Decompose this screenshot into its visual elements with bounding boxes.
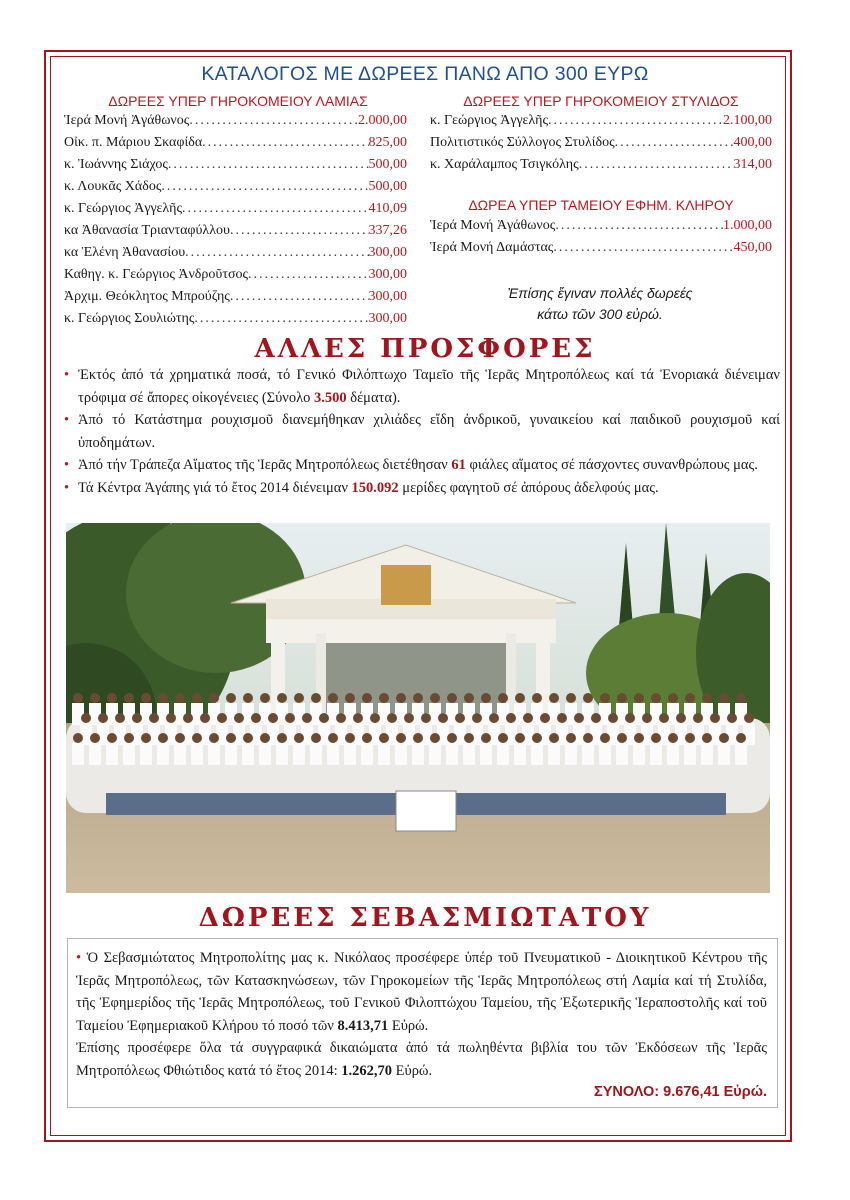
offer-bullet xyxy=(60,409,780,454)
metropolitan-amount-2: 1.262,70 xyxy=(341,1062,393,1079)
donation-row xyxy=(64,308,407,330)
donation-row xyxy=(64,286,407,308)
offer-text: Ἐκτός ἀπό τά χρηματικά ποσά, τό Γενικό Φιλόπτωχο Ταμεῖο τῆς Ἱερᾶς Μητροπόλεως καί τά Ἐνοριακά διένειμαν τρόφιμα σέ ἄπορες οἰκογένειες (Σύνολο xyxy=(78,367,780,406)
donor-name: κ. Ἰωάννης Σιάχος xyxy=(64,157,168,172)
metropolitan-text-1-end: Εὐρώ. xyxy=(388,1017,429,1034)
donation-amount: 400,00 xyxy=(733,135,772,150)
dot-leader xyxy=(248,264,368,286)
offer-text: Ἀπό τήν Τράπεζα Αἵματος τῆς Ἱερᾶς Μητροπόλεως διετέθησαν xyxy=(78,457,452,473)
donation-amount: 1.000,00 xyxy=(723,218,772,233)
dot-leader xyxy=(189,110,358,132)
donor-name: Οἰκ. π. Μάριου Σκαφίδα xyxy=(64,135,203,150)
donor-name: κ. Γεώργιος Ἀγγελῆς xyxy=(64,201,183,216)
other-offers-list xyxy=(60,364,780,499)
donation-amount: 825,00 xyxy=(368,135,407,150)
stylida-donations-list xyxy=(430,110,772,176)
offer-text: Τά Κέντρα Ἀγάπης γιά τό ἔτος 2014 διένειμαν xyxy=(78,479,352,496)
donation-row xyxy=(64,110,407,132)
donation-amount: 300,00 xyxy=(368,289,407,304)
royalties-paragraph xyxy=(76,1037,767,1082)
camp-group-photo-image xyxy=(66,523,770,893)
dot-leader xyxy=(615,132,734,154)
total-amount: ΣΥΝΟΛΟ: 9.676,41 Εὐρώ. xyxy=(594,1083,767,1100)
donation-amount: 300,00 xyxy=(368,267,407,282)
donation-row xyxy=(64,176,407,198)
donor-name: κ. Γεώργιος Σουλιώτης xyxy=(64,311,195,326)
donation-amount: 300,00 xyxy=(368,311,407,326)
donor-name: Ἱερά Μονή Ἀγάθωνος xyxy=(430,218,556,233)
donation-row xyxy=(430,132,772,154)
group-photo xyxy=(66,523,770,893)
donation-amount: 337,26 xyxy=(368,223,407,238)
metropolitan-donations-title: ΔΩΡΕΕΣ ΣΕΒΑΣΜΙΩΤΑΤΟΥ xyxy=(198,903,652,933)
donation-amount: 2.000,00 xyxy=(358,113,407,128)
offer-highlight-number: 3.500 xyxy=(314,389,347,406)
other-offers-title: ΑΛΛΕΣ ΠΡΟΣΦΟΡΕΣ xyxy=(254,334,596,364)
donation-amount: 314,00 xyxy=(733,157,772,172)
dot-leader xyxy=(202,132,368,154)
donation-amount: 450,00 xyxy=(733,240,772,255)
small-donations-note xyxy=(470,283,730,325)
dot-leader xyxy=(579,154,734,176)
donation-row xyxy=(64,198,407,220)
offer-bullet xyxy=(60,477,780,500)
dot-leader xyxy=(168,154,369,176)
tameio-donations-list xyxy=(430,215,772,259)
donor-name: Ἱερά Μονή Δαμάστας xyxy=(430,240,554,255)
dot-leader xyxy=(182,198,368,220)
note-line-2: κάτω τῶν 300 εὐρώ. xyxy=(537,306,663,322)
stylida-section-title: ΔΩΡΕΕΣ ΥΠΕΡ ΓΗΡΟΚΟΜΕΙΟΥ ΣΤΥΛΙΔΟΣ xyxy=(463,93,739,109)
donation-row xyxy=(64,220,407,242)
lamia-donations-list xyxy=(64,110,407,330)
metropolitan-text-2-end: Εὐρώ. xyxy=(392,1062,433,1079)
note-line-1: Ἐπίσης ἔγιναν πολλές δωρεές xyxy=(507,285,693,301)
dot-leader xyxy=(230,286,369,308)
metropolitan-amount-1: 8.413,71 xyxy=(337,1017,389,1034)
donation-row xyxy=(430,215,772,237)
donation-amount: 300,00 xyxy=(368,245,407,260)
dot-leader xyxy=(553,237,733,259)
offer-text-end: δέματα). xyxy=(346,389,401,406)
offer-text-end: μερίδες φαγητοῦ σέ ἀπόρους ἀδελφούς μας. xyxy=(398,479,659,496)
donation-amount: 500,00 xyxy=(368,157,407,172)
donation-row xyxy=(64,132,407,154)
donor-name: κ. Γεώργιος Ἀγγελῆς xyxy=(430,113,549,128)
tameio-section-title: ΔΩΡΕΑ ΥΠΕΡ ΤΑΜΕΙΟΥ ΕΦΗΜ. ΚΛΗΡΟΥ xyxy=(468,197,734,213)
metropolitan-donation-paragraph: • Ὁ Σεβασμιώτατος Μητροπολίτης μας κ. Νικόλαος προσέφερε ὑπέρ τοῦ Πνευματικοῦ - Διοικητικοῦ Κέντρου τῆς Ἱερᾶς Μητροπόλεως, τῶν Κατασκηνώσεων, τῶν Γηροκομείων τῆς Ἱερᾶς Μητροπόλεως στή Λαμία καί τή Στυλίδα, τῆς Ἐφημερίδος τῆς Ἱερᾶς Μητροπόλεως, τοῦ Γενικοῦ Φιλοπτώχου Ταμείου, τῆς Ἐξωτερικῆς Ἱεραποστολῆς καί τοῦ Ταμείου Ἐφημεριακοῦ Κλήρου τό ποσό τῶν 8.413,71 Εὐρώ. xyxy=(76,950,767,1034)
donation-row xyxy=(64,242,407,264)
donor-name: κα Ἀθανασία Τριανταφύλλου xyxy=(64,223,230,238)
donation-amount: 500,00 xyxy=(368,179,407,194)
metropolitan-text-2: Ἐπίσης προσέφερε ὅλα τά συγγραφικά δικαιώματα ἀπό τά πωληθέντα βιβλία του τῶν Ἐκδόσεων τῆς Ἱερᾶς Μητροπόλεως Φθιώτιδος κατά τό ἔτος 2014: xyxy=(76,1040,767,1079)
dot-leader xyxy=(161,176,368,198)
donor-name: κ. Χαράλαμπος Τσιγκόλης xyxy=(430,157,579,172)
offer-bullet xyxy=(60,454,780,477)
donation-row xyxy=(64,154,407,176)
dot-leader xyxy=(555,215,723,237)
offer-bullet xyxy=(60,364,780,409)
offer-highlight-number: 61 xyxy=(451,457,466,473)
offer-highlight-number: 150.092 xyxy=(351,479,399,496)
dot-leader xyxy=(194,308,368,330)
dot-leader xyxy=(185,242,368,264)
donor-name: Καθηγ. κ. Γεώργιος Ἀνδροῦτσος xyxy=(64,267,249,282)
donation-row xyxy=(430,110,772,132)
metropolitan-donations-box xyxy=(67,938,778,1108)
donation-amount: 410,09 xyxy=(368,201,407,216)
donation-row xyxy=(430,237,772,259)
dot-leader xyxy=(548,110,723,132)
donation-amount: 2.100,00 xyxy=(723,113,772,128)
dot-leader xyxy=(230,220,369,242)
metropolitan-text-1: Ὁ Σεβασμιώτατος Μητροπολίτης μας κ. Νικόλαος προσέφερε ὑπέρ τοῦ Πνευματικοῦ - Διοικητικοῦ Κέντρου τῆς Ἱερᾶς Μητροπόλεως, τῶν Κατασκηνώσεων, τῶν Γηροκομείων τῆς Ἱερᾶς Μητροπόλεως στή Λαμία καί τή Στυλίδα, τῆς Ἐφημερίδος τῆς Ἱερᾶς Μητροπόλεως, τοῦ Γενικοῦ Φιλοπτώχου Ταμείου, τῆς Ἐξωτερικῆς Ἱεραποστολῆς καί τοῦ Ταμείου Ἐφημεριακοῦ Κλήρου τό ποσό τῶν xyxy=(76,950,767,1034)
donation-row xyxy=(430,154,772,176)
page-title: ΚΑΤΑΛΟΓΟΣ ΜΕ ΔΩΡΕΕΣ ΠΑΝΩ ΑΠΟ 300 ΕΥΡΩ xyxy=(201,63,649,85)
donation-row xyxy=(64,264,407,286)
donor-name: κ. Λουκᾶς Χάδος xyxy=(64,179,162,194)
donor-name: Ἀρχιμ. Θεόκλητος Μπρούζης xyxy=(64,289,230,304)
donor-name: κα Ἑλένη Ἀθανασίου xyxy=(64,245,186,260)
donor-name: Ἱερά Μονή Ἀγάθωνος xyxy=(64,113,190,128)
donor-name: Πολιτιστικός Σύλλογος Στυλίδος xyxy=(430,135,615,150)
offer-text-end: φιάλες αἵματος σέ πάσχοντες συνανθρώπους μας. xyxy=(465,457,758,473)
offer-text: Ἀπό τό Κατάστημα ρουχισμοῦ διανεμήθηκαν χιλιάδες εἴδη ἀνδρικοῦ, γυναικείου καί παιδικοῦ ρουχισμοῦ καί ὑποδημάτων. xyxy=(78,412,780,451)
lamia-section-title: ΔΩΡΕΕΣ ΥΠΕΡ ΓΗΡΟΚΟΜΕΙΟΥ ΛΑΜΙΑΣ xyxy=(108,93,368,109)
